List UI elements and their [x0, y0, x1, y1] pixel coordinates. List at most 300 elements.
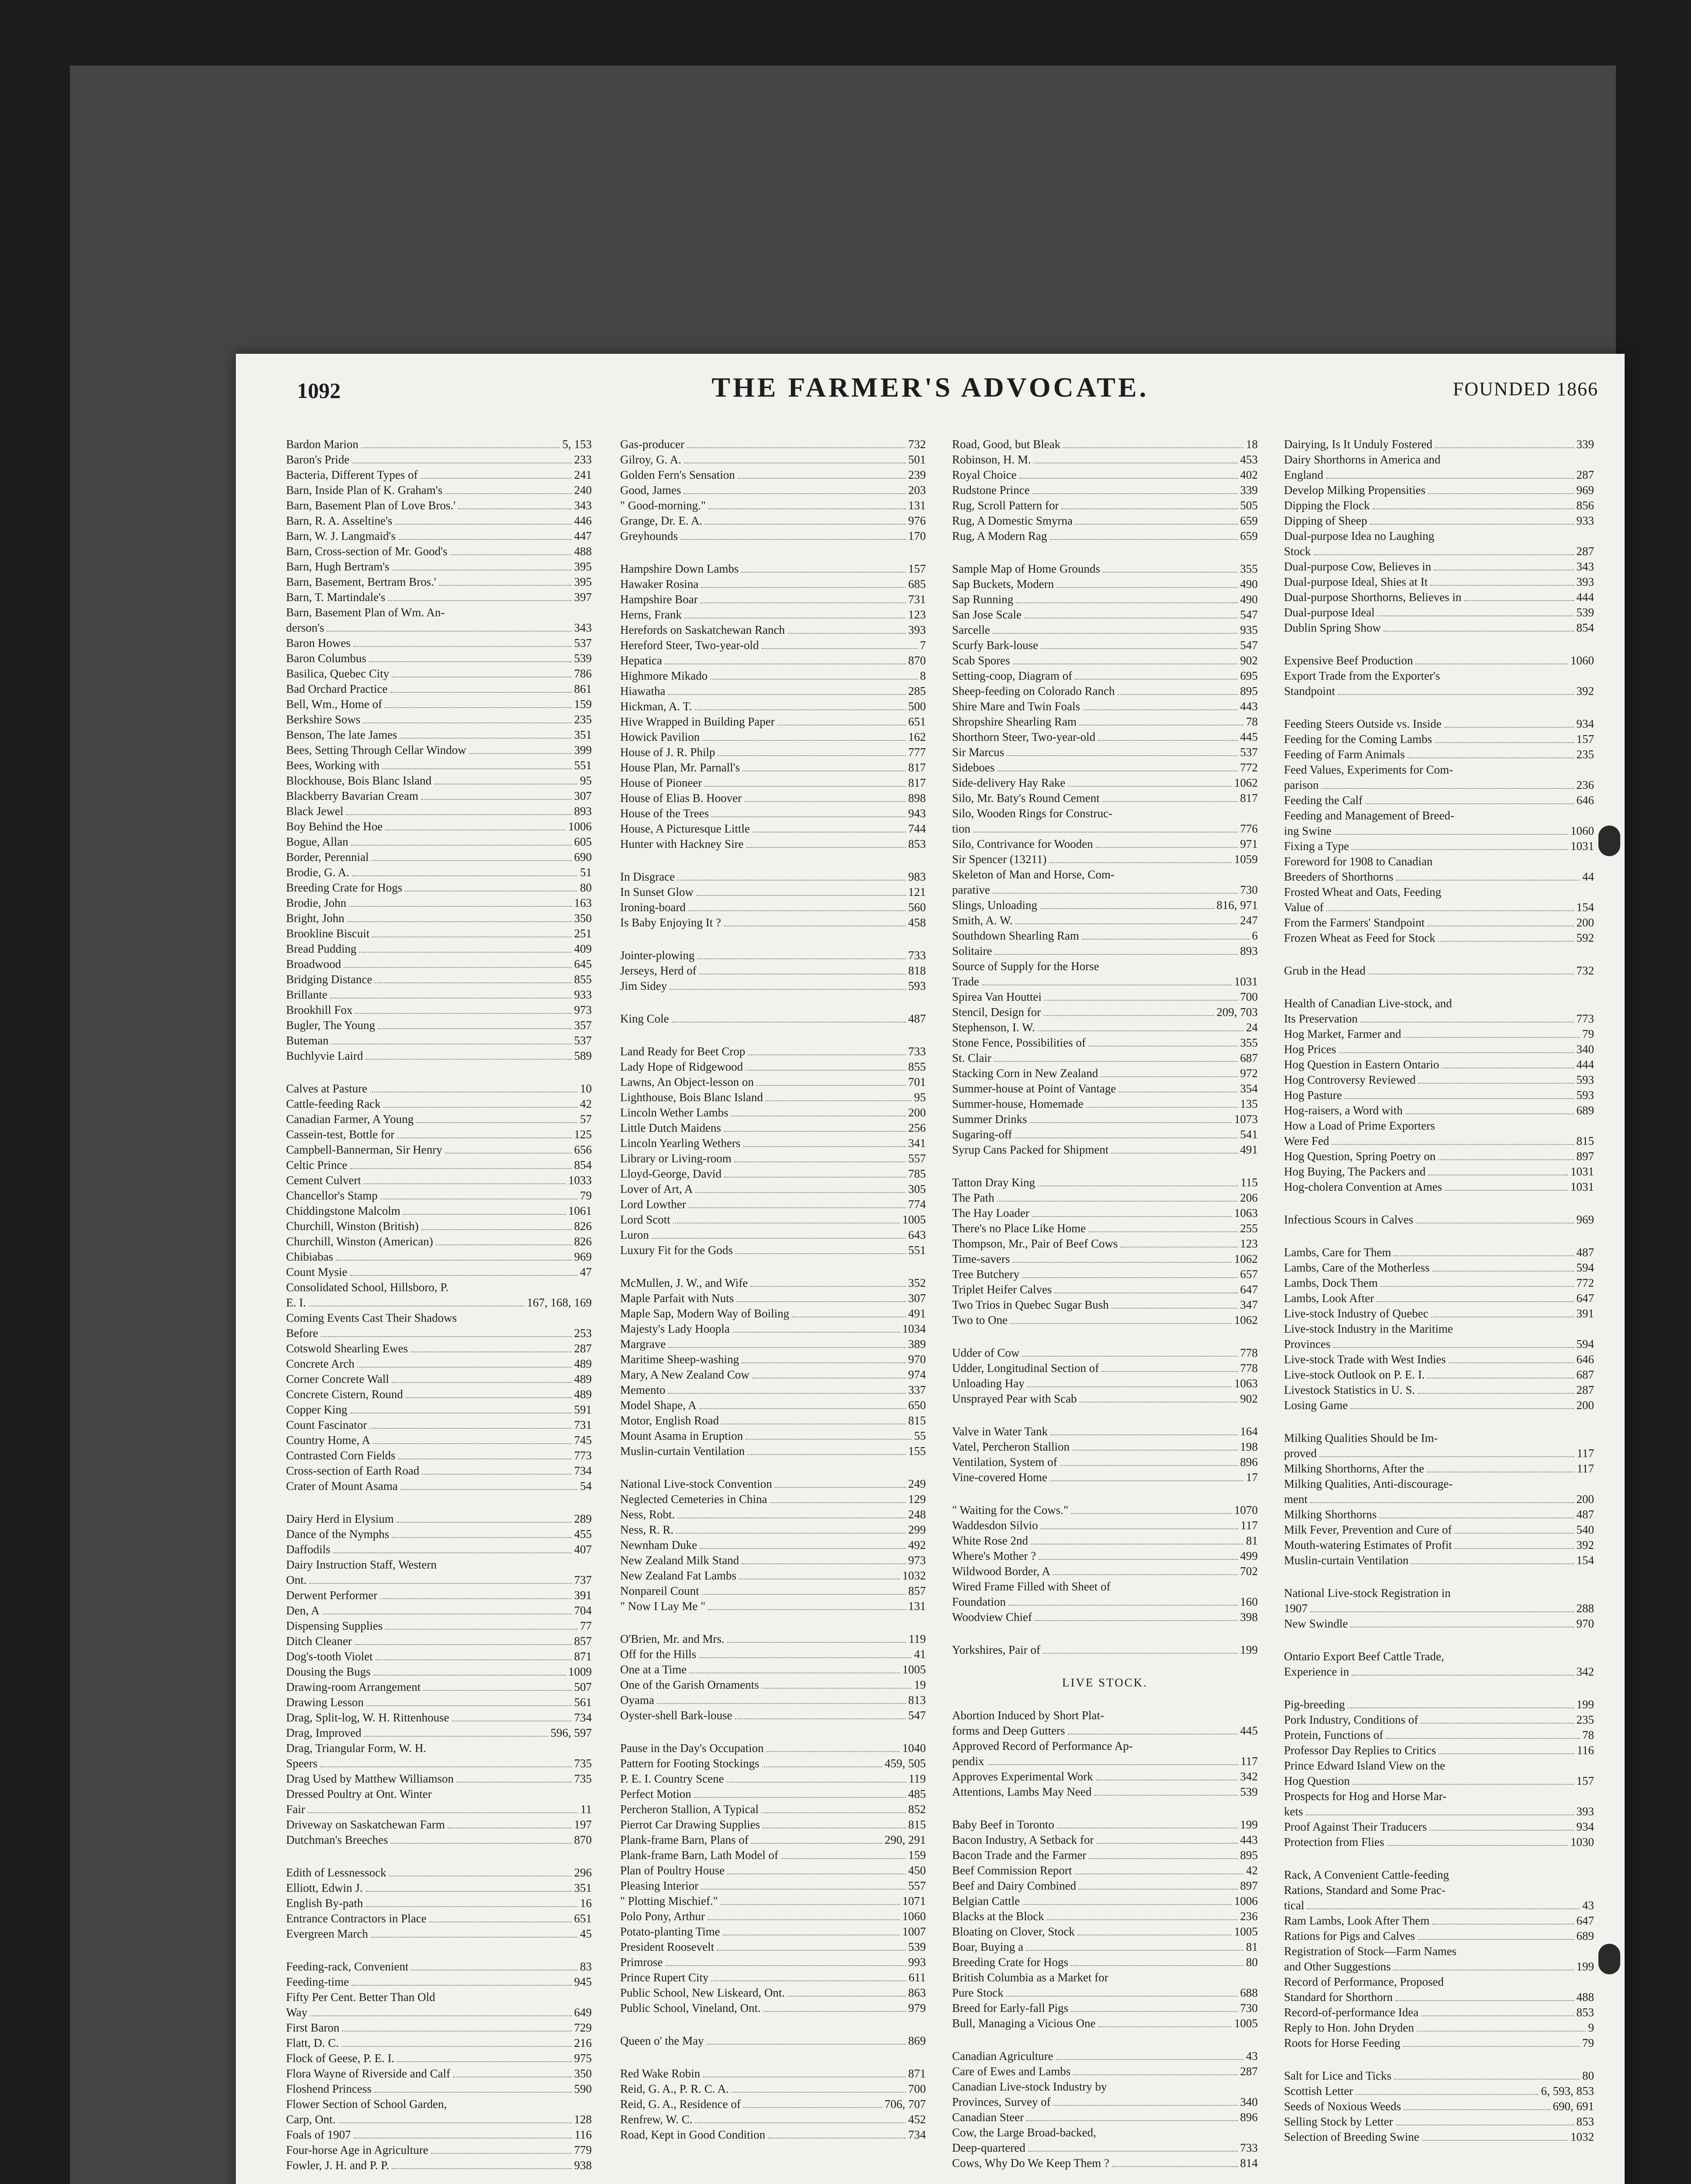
index-entry-title: Cow, the Large Broad-backed, — [952, 2126, 1096, 2139]
index-entry-page: 1059 — [1234, 853, 1258, 866]
index-entry-page: 458 — [908, 916, 926, 929]
index-entry-page: 1034 — [902, 1322, 926, 1335]
index-entry — [1284, 1743, 1594, 1758]
index-gap — [1284, 1227, 1594, 1245]
index-entry — [286, 788, 592, 804]
index-entry-title: Grange, Dr. E. A. — [620, 514, 703, 527]
index-entry-title: Prince Rupert City — [620, 1971, 709, 1984]
index-entry-title: Barn, Basement, Bertram Bros.' — [286, 575, 436, 588]
index-entry-page: 337 — [908, 1383, 926, 1396]
index-entry-title: Dual-purpose Shorthorns, Believes in — [1284, 591, 1462, 604]
index-entry-page: 395 — [574, 575, 592, 588]
index-entry-page: 730 — [1240, 883, 1258, 896]
index-entry-page: 685 — [908, 577, 926, 591]
index-entry — [952, 1817, 1258, 1832]
index-entry-page: 489 — [574, 1357, 592, 1370]
dot-leader — [1083, 709, 1237, 710]
index-entry-page: 236 — [1576, 778, 1594, 791]
dot-leader — [1438, 941, 1574, 942]
dot-leader — [372, 936, 571, 937]
index-entry-title: Stephenson, I. W. — [952, 1021, 1035, 1034]
index-entry — [1284, 762, 1594, 778]
index-entry — [286, 1771, 592, 1787]
index-entry — [286, 895, 592, 911]
dot-leader — [732, 1332, 900, 1333]
index-entry — [1284, 1728, 1594, 1743]
index-entry-title: Export Trade from the Exporter's — [1284, 669, 1440, 682]
dot-leader — [1061, 508, 1237, 509]
index-entry — [286, 1865, 592, 1880]
index-entry-page: 393 — [1576, 1805, 1594, 1818]
index-entry-title: tion — [952, 822, 971, 835]
dot-leader — [745, 1070, 905, 1071]
index-entry-title: Maritime Sheep-washing — [620, 1353, 739, 1366]
index-entry-page: 164 — [1240, 1425, 1258, 1438]
index-entry — [286, 1356, 592, 1372]
index-entry-page: 659 — [1240, 529, 1258, 543]
index-entry — [1284, 1291, 1594, 1306]
dot-leader — [1027, 1386, 1232, 1387]
index-entry-page: 870 — [574, 1833, 592, 1846]
dot-leader — [1415, 663, 1568, 664]
dot-leader — [704, 786, 905, 787]
index-entry-title: Lambs, Dock Them — [1284, 1276, 1378, 1289]
index-entry — [1284, 513, 1594, 529]
index-entry — [1284, 1275, 1594, 1291]
index-gap — [952, 1158, 1258, 1175]
index-entry-page: 1031 — [1234, 975, 1258, 988]
index-entry-page: 704 — [574, 1604, 592, 1617]
index-entry-page: 340 — [1576, 1043, 1594, 1056]
index-entry-title: Cement Culvert — [286, 1174, 361, 1187]
index-gap — [1284, 1850, 1594, 1867]
dot-leader — [1432, 1924, 1574, 1925]
index-entry — [620, 1802, 926, 1817]
index-entry-title: Rug, Scroll Pattern for — [952, 499, 1059, 512]
index-entry-page: 1063 — [1234, 1206, 1258, 1220]
dot-leader — [777, 725, 906, 726]
index-entry-page: 690 — [574, 850, 592, 864]
index-entry — [286, 1372, 592, 1387]
index-entry-title: Feeding the Calf — [1284, 794, 1363, 807]
dot-leader — [350, 1275, 577, 1276]
index-entry-page: 307 — [908, 1292, 926, 1305]
dot-leader — [781, 1858, 905, 1859]
index-entry-page: 551 — [908, 1244, 926, 1257]
dot-leader — [1345, 1098, 1574, 1099]
index-entry — [286, 2081, 592, 2097]
index-entry-page: 869 — [908, 2034, 926, 2047]
dot-leader — [1310, 1611, 1574, 1612]
index-entry-title: Hog Question in Eastern Ontario — [1284, 1058, 1439, 1071]
index-entry-page: 289 — [574, 1512, 592, 1525]
index-entry — [1284, 1819, 1594, 1835]
index-entry — [952, 1035, 1258, 1051]
index-entry-page: 235 — [1576, 1713, 1594, 1726]
index-entry-title: National Live-stock Registration in — [1284, 1586, 1451, 1600]
index-entry — [620, 1631, 926, 1647]
index-gap — [620, 1459, 926, 1476]
index-gap — [1284, 1195, 1594, 1212]
index-entry — [1284, 839, 1594, 854]
dot-leader — [395, 524, 571, 525]
index-entry — [620, 1413, 926, 1428]
index-entry — [286, 651, 592, 666]
index-entry-page: 871 — [908, 2067, 926, 2080]
index-entry — [620, 1275, 926, 1291]
dot-leader — [400, 1489, 577, 1490]
index-entry — [952, 437, 1258, 452]
dot-leader — [1032, 1216, 1232, 1217]
index-entry — [620, 668, 926, 684]
index-entry — [952, 1894, 1258, 1909]
index-entry-title: Shorthorn Steer, Two-year-old — [952, 730, 1096, 743]
dot-leader — [1435, 742, 1574, 743]
index-entry-title: Reply to Hon. John Dryden — [1284, 2021, 1414, 2034]
index-entry-title: Plank-frame Barn, Plans of — [620, 1833, 749, 1846]
index-entry — [952, 1206, 1258, 1221]
index-entry — [1284, 1492, 1594, 1507]
dot-leader — [687, 447, 906, 448]
dot-leader — [1049, 862, 1232, 863]
index-entry-title: Hog Question, Spring Poetry on — [1284, 1150, 1436, 1163]
index-entry-page: 645 — [574, 957, 592, 971]
index-entry — [1284, 2020, 1594, 2035]
index-entry-page: 490 — [1240, 593, 1258, 606]
dot-leader — [1333, 1347, 1574, 1348]
dot-leader — [450, 554, 571, 555]
index-entry-page: 969 — [1576, 1213, 1594, 1226]
index-entry-title: Protection from Flies — [1284, 1835, 1384, 1849]
dot-leader — [735, 1253, 906, 1254]
dot-leader — [1326, 478, 1574, 479]
index-entry-title: Prince Edward Island View on the — [1284, 1759, 1446, 1772]
index-entry — [286, 437, 592, 452]
index-entry-page: 487 — [1576, 1508, 1594, 1521]
index-entry-page: 247 — [1240, 914, 1258, 927]
index-entry — [620, 2127, 926, 2143]
index-gap — [620, 994, 926, 1011]
dot-leader — [469, 753, 572, 754]
dot-leader — [701, 587, 905, 588]
index-entry-title: Elliott, Edwin J. — [286, 1881, 363, 1894]
index-entry-title: In Disgrace — [620, 870, 675, 883]
index-entry-title: First Baron — [286, 2021, 340, 2034]
index-entry-title: Good, James — [620, 484, 681, 497]
index-entry-page: 774 — [908, 1198, 926, 1211]
dot-leader — [1063, 447, 1243, 448]
index-entry-page: 17 — [1246, 1471, 1258, 1484]
index-entry-title: Fair — [286, 1803, 305, 1816]
index-entry-page: 452 — [908, 2113, 926, 2126]
dot-leader — [1038, 1185, 1238, 1186]
dot-leader — [1111, 1308, 1238, 1309]
dot-leader — [1377, 1301, 1574, 1302]
index-entry — [620, 483, 926, 498]
index-entry — [1284, 2005, 1594, 2020]
index-entry-title: Bad Orchard Practice — [286, 682, 388, 695]
index-entry — [286, 1018, 592, 1033]
index-entry-page: 737 — [574, 1573, 592, 1586]
index-entry-title: Pierrot Car Drawing Supplies — [620, 1818, 760, 1831]
index-entry — [1284, 1789, 1594, 1804]
index-entry-title: Evergreen March — [286, 1927, 368, 1940]
index-entry-page: 537 — [1240, 746, 1258, 759]
index-entry — [1284, 1804, 1594, 1819]
index-entry-title: Lincoln Wether Lambs — [620, 1106, 728, 1119]
index-entry-title: and Other Suggestions — [1284, 1960, 1391, 1973]
index-entry — [620, 1166, 926, 1182]
dot-leader — [397, 2061, 571, 2062]
index-entry-title: Dipping the Flock — [1284, 499, 1370, 512]
index-entry-page: 45 — [580, 1927, 592, 1940]
dot-leader — [406, 1397, 572, 1398]
index-entry-title: Unloading Hay — [952, 1377, 1025, 1390]
index-entry — [286, 2143, 592, 2158]
index-entry — [1284, 668, 1594, 684]
index-entry-page: 731 — [908, 593, 926, 606]
index-entry-page: 391 — [574, 1589, 592, 1602]
index-entry — [1284, 467, 1594, 483]
index-entry-page: 650 — [908, 1399, 926, 1412]
index-entry-title: Count Fascinator — [286, 1418, 367, 1431]
index-entry — [1284, 778, 1594, 793]
index-entry-page: 898 — [908, 791, 926, 805]
index-entry — [952, 513, 1258, 529]
index-entry-page: 490 — [1240, 577, 1258, 591]
index-entry-page: 455 — [574, 1527, 592, 1541]
index-entry — [1284, 1367, 1594, 1382]
index-entry-page: 407 — [574, 1543, 592, 1556]
index-entry — [286, 2127, 592, 2143]
index-entry — [952, 1313, 1258, 1328]
index-entry-title: White Rose 2nd — [952, 1534, 1028, 1547]
index-entry-title: Pleasing Interior — [620, 1879, 699, 1892]
index-entry — [286, 1417, 592, 1433]
index-entry-page: 285 — [908, 684, 926, 698]
index-entry-page: 933 — [1576, 514, 1594, 527]
index-entry-title: Vatel, Percheron Stallion — [952, 1440, 1070, 1453]
dot-leader — [1418, 1393, 1574, 1394]
index-entry — [952, 1642, 1258, 1658]
index-entry-title: Wired Frame Filled with Sheet of — [952, 1580, 1111, 1593]
index-entry-title: Driveway on Saskatchewan Farm — [286, 1818, 445, 1831]
index-entry-page: 643 — [908, 1228, 926, 1241]
index-entry-page: 6 — [1252, 929, 1258, 942]
dot-leader — [1360, 1022, 1574, 1023]
index-entry-page: 505 — [1240, 499, 1258, 512]
index-entry-title: Dance of the Nymphs — [286, 1527, 390, 1541]
index-entry — [952, 1503, 1258, 1518]
index-entry — [952, 1051, 1258, 1066]
index-entry-title: Standard for Shorthorn — [1284, 1990, 1393, 2004]
index-entry-title: Hog Buying, The Packers and — [1284, 1165, 1426, 1178]
index-entry — [286, 941, 592, 957]
dot-leader — [1007, 755, 1237, 756]
dot-leader — [439, 585, 572, 586]
dot-leader — [1047, 1919, 1238, 1920]
index-entry-title: Hereford Steer, Two-year-old — [620, 639, 759, 652]
dot-leader — [736, 1301, 905, 1302]
index-entry-title: Its Preservation — [1284, 1012, 1358, 1025]
index-entry-title: Sample Map of Home Grounds — [952, 562, 1100, 575]
index-entry-page: 1062 — [1234, 1313, 1258, 1327]
index-entry-title: Feeding-time — [286, 1975, 349, 1988]
index-entry-page: 351 — [574, 728, 592, 741]
index-entry-page: 870 — [908, 654, 926, 667]
index-entry — [952, 974, 1258, 989]
index-entry-page: 200 — [1576, 916, 1594, 929]
dot-leader — [1422, 2140, 1568, 2141]
index-entry-page: 287 — [1240, 2065, 1258, 2078]
index-entry-title: E. I. — [286, 1296, 306, 1309]
index-entry-page: 861 — [574, 682, 592, 695]
dot-leader — [770, 1502, 906, 1503]
index-entry-title: ment — [1284, 1493, 1308, 1506]
index-entry-page: 5, 153 — [562, 438, 592, 451]
dot-leader — [695, 709, 906, 710]
index-entry-title: Ness, R. R. — [620, 1523, 674, 1536]
index-entry-page: 159 — [908, 1849, 926, 1862]
index-entry — [620, 1306, 926, 1321]
index-entry-page: 1005 — [902, 1663, 926, 1676]
index-entry-title: Drag Used by Matthew Williamson — [286, 1772, 454, 1785]
punch-hole — [1598, 1944, 1620, 1974]
index-entry — [1284, 1538, 1594, 1553]
dot-leader — [1373, 508, 1574, 509]
dot-leader — [388, 600, 571, 601]
dot-leader — [1060, 1465, 1238, 1466]
dot-leader — [392, 1382, 572, 1383]
index-entry-page: 18 — [1246, 438, 1258, 451]
index-entry-title: Ventilation, System of — [952, 1455, 1057, 1469]
dot-leader — [456, 1782, 572, 1783]
index-entry — [952, 745, 1258, 760]
index-entry-page: 646 — [1576, 794, 1594, 807]
index-entry — [1284, 1103, 1594, 1118]
index-entry — [286, 1173, 592, 1188]
dot-leader — [699, 1657, 911, 1658]
index-entry-page: 540 — [1576, 1523, 1594, 1536]
index-entry-page: 57 — [580, 1113, 592, 1126]
index-entry-page: 539 — [1576, 606, 1594, 619]
index-entry-title: Protein, Functions of — [1284, 1728, 1384, 1742]
index-entry-title: Drag, Triangular Form, W. H. — [286, 1742, 427, 1755]
index-entry — [952, 592, 1258, 607]
dot-leader — [1075, 524, 1238, 525]
dot-leader — [1013, 663, 1238, 664]
index-entry-page: 240 — [574, 484, 592, 497]
index-entry-page: 343 — [574, 621, 592, 634]
index-gap — [620, 1614, 926, 1631]
index-entry — [620, 1583, 926, 1599]
index-entry — [286, 1802, 592, 1817]
index-entry-title: Robinson, H. M. — [952, 453, 1031, 466]
dot-leader — [1421, 2015, 1574, 2016]
index-gap — [286, 1942, 592, 1959]
index-entry-title: Stock — [1284, 545, 1311, 558]
index-entry-title: Feeding Steers Outside vs. Inside — [1284, 717, 1442, 730]
dot-leader — [366, 1906, 577, 1907]
dot-leader — [1339, 1052, 1574, 1053]
index-entry-title: Feeding and Management of Breed- — [1284, 809, 1454, 822]
index-entry-title: Breeding Crate for Hogs — [286, 881, 403, 894]
index-entry-title: Lighthouse, Bois Blanc Island — [620, 1091, 763, 1104]
index-entry — [1284, 1758, 1594, 1773]
index-entry-page: 119 — [908, 1772, 926, 1785]
index-entry — [1284, 1601, 1594, 1616]
index-entry-title: Cattle-feeding Rack — [286, 1097, 381, 1110]
index-entry — [286, 452, 592, 467]
index-entry-title: Live-stock Industry of Quebec — [1284, 1307, 1429, 1320]
index-entry-title: Hive Wrapped in Building Paper — [620, 715, 775, 728]
index-entry — [952, 1738, 1258, 1754]
index-entry-title: ing Swine — [1284, 824, 1332, 837]
punch-hole — [1598, 826, 1620, 856]
index-entry-title: Reid, G. A., P. R. C. A. — [620, 2082, 729, 2095]
index-entry-page: 1062 — [1234, 1252, 1258, 1265]
index-entry-title: Vine-covered Home — [952, 1471, 1048, 1484]
index-entry-page: 117 — [1577, 1447, 1594, 1460]
index-entry-page: 16 — [580, 1897, 592, 1910]
index-entry — [620, 1756, 926, 1771]
index-entry — [620, 1212, 926, 1227]
index-entry-title: Bull, Managing a Vicious One — [952, 2017, 1096, 2030]
dot-leader — [391, 1843, 572, 1844]
index-entry-page: 938 — [574, 2159, 592, 2172]
index-entry-page: 733 — [908, 949, 926, 962]
index-entry-title: Hog Market, Farmer and — [1284, 1027, 1401, 1040]
index-entry — [286, 529, 592, 544]
dot-leader — [1050, 1434, 1237, 1435]
index-entry-title: Hunter with Hackney Sire — [620, 837, 744, 850]
dot-leader — [310, 2015, 572, 2016]
index-entry-page: 590 — [574, 2082, 592, 2095]
index-entry-title: Blockhouse, Bois Blanc Island — [286, 774, 431, 787]
index-entry-page: 443 — [1240, 1833, 1258, 1846]
index-entry-page: 934 — [1576, 717, 1594, 730]
index-entry-title: Barn, Basement Plan of Wm. An- — [286, 606, 445, 619]
index-entry-page: 1031 — [1570, 840, 1594, 853]
index-entry-page: 339 — [1240, 484, 1258, 497]
index-entry-title: Road, Kept in Good Condition — [620, 2128, 766, 2141]
index-entry-page: 651 — [574, 1912, 592, 1925]
index-entry-title: House, A Picturesque Little — [620, 822, 750, 835]
index-entry-title: Consolidated School, Hillsboro, P. — [286, 1281, 449, 1294]
dot-leader — [1096, 847, 1238, 848]
index-entry-title: Pig-breeding — [1284, 1698, 1345, 1711]
index-entry — [620, 1492, 926, 1507]
index-entry-page: 817 — [1240, 791, 1258, 805]
index-entry-page: 647 — [1576, 1292, 1594, 1305]
index-entry-page: 350 — [574, 912, 592, 925]
index-entry-title: Bogue, Allan — [286, 835, 349, 848]
dot-leader — [390, 692, 571, 693]
index-entry — [620, 1693, 926, 1708]
index-entry-title: Plan of Poultry House — [620, 1864, 725, 1877]
index-entry — [620, 638, 926, 653]
index-entry-title: Perfect Motion — [620, 1787, 691, 1800]
index-entry — [1284, 1382, 1594, 1398]
dot-leader — [458, 508, 571, 509]
index-entry-title: Hampshire Boar — [620, 593, 698, 606]
index-entry-page: 973 — [908, 1554, 926, 1567]
index-entry — [620, 2112, 926, 2127]
dot-leader — [1439, 1753, 1574, 1754]
index-entry-page: 744 — [908, 822, 926, 835]
index-entry-page: 77 — [580, 1619, 592, 1632]
index-entry-title: Frozen Wheat as Feed for Stock — [1284, 931, 1436, 944]
